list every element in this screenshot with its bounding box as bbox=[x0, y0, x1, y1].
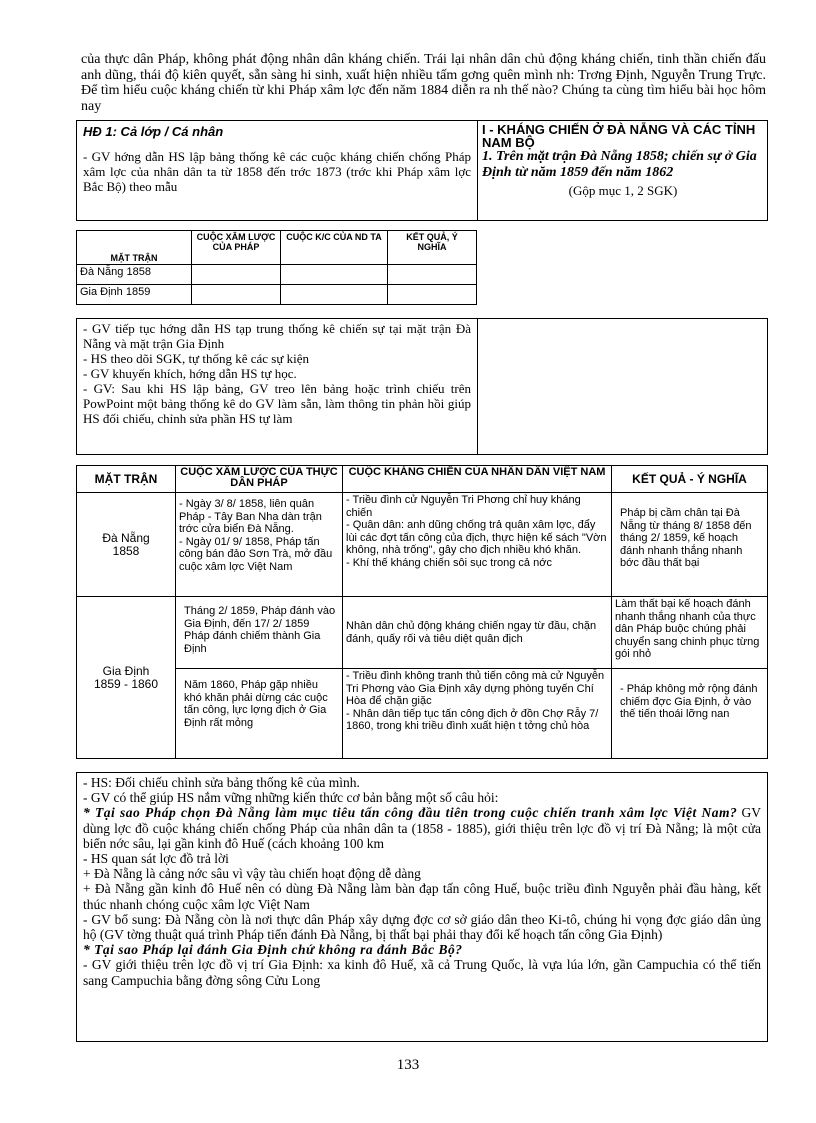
template-row-label: Gia Định 1859 bbox=[77, 285, 192, 305]
template-empty-cell bbox=[281, 265, 388, 285]
main-header: CUỘC XÂM LƯỢC CỦA THỰC DÂN PHÁP bbox=[176, 466, 343, 493]
main-table bbox=[76, 465, 768, 759]
template-header: MẶT TRẬN bbox=[77, 231, 192, 265]
template-empty-cell bbox=[281, 285, 388, 305]
main-header: KẾT QUẢ - Ý NGHĨA bbox=[612, 466, 768, 493]
intro-paragraph: của thực dân Pháp, không phát động nhân dân kháng chiến. Trái lại nhân dân chủ động kháng chiến, tinh thần chiến đấu anh dũng, thái độ kiên quyết, sẵn sàng hi sinh, xuất hiện nhiều tấm gơng quên mình nh: Trơng Định, Nguyễn Trung Trực. Để tìm hiểu cuộc kháng chiến từ khi Pháp xâm lợc đến năm 1884 diễn ra nh thế nào? Chúng ta cùng tìm hiểu bài học hôm nay bbox=[81, 52, 766, 114]
danang-result: Pháp bị cầm chân tại Đà Nẵng từ tháng 8/ 1858 đến tháng 2/ 1859, kế hoạch đánh nhanh thắng nhanh bớc đầu thất bại bbox=[612, 493, 768, 597]
danang-invasion: - Ngày 3/ 8/ 1858, liên quân Pháp - Tây Ban Nha dàn trận trớc cửa biển Đà Nẵng. - Ngày 01/ 9/ 1858, Pháp tấn công bán đảo Sơn Trà, mở đầu cuộc xâm lợc Việt Nam bbox=[176, 493, 343, 597]
section-heading: I - KHÁNG CHIẾN Ở ĐÀ NẴNG VÀ CÁC TỈNH NAM BỘ bbox=[482, 122, 756, 150]
activity-box bbox=[76, 120, 768, 221]
discussion-line: - GV bổ sung: Đà Nẵng còn là nơi thực dân Pháp xây dựng đợc cơ sở giáo dân theo Ki-tô, chúng hi vọng đợc giáo dân ủng hộ (GV tờng thuật quá trình Pháp tiến đánh Đà Nẵng, bị thất bại phải thay đổi kế hoạch tấn công Gia Định) bbox=[83, 911, 761, 943]
discussion-line: - HS: Đối chiếu chỉnh sửa bảng thống kê của mình. bbox=[83, 775, 360, 790]
front-giadinh: Gia Định 1859 - 1860 bbox=[77, 597, 176, 759]
template-empty-cell bbox=[192, 265, 281, 285]
template-empty-cell bbox=[388, 265, 477, 285]
discussion-line: + Đà Nẵng là cảng nớc sâu vì vậy tàu chiến hoạt động dễ dàng bbox=[83, 866, 421, 882]
template-table bbox=[76, 230, 477, 305]
discussion-question: * Tại sao Pháp lại đánh Gia Định chứ không ra đánh Bắc Bộ? bbox=[83, 942, 463, 958]
template-header: CUỘC XÂM LƯỢC CỦA PHÁP bbox=[192, 231, 281, 265]
section-note: (Gộp mục 1, 2 SGK) bbox=[568, 183, 678, 198]
main-header: CUỘC KHÁNG CHIẾN CỦA NHÂN DÂN VIỆT NAM bbox=[343, 466, 612, 493]
template-empty-cell bbox=[388, 285, 477, 305]
guide-line: - HS theo dõi SGK, tự thống kê các sự kiện bbox=[83, 351, 310, 366]
page-number: 133 bbox=[396, 1057, 420, 1073]
giadinh-invasion-1: Tháng 2/ 1859, Pháp đánh vào Gia Định, đến 17/ 2/ 1859 Pháp đánh chiếm thành Gia Định bbox=[176, 597, 343, 669]
guide-line: - GV khuyến khích, hớng dẫn HS tự học. bbox=[83, 366, 297, 381]
discussion-line: + Đà Nẵng gần kinh đô Huế nên có dùng Đà Nẵng làm bàn đạp tấn công Huế, buộc triều đình Nguyễn phải đầu hàng, kết thúc nhanh chóng cuộc xâm lợc Việt Nam bbox=[83, 881, 761, 912]
guide-box bbox=[76, 318, 768, 455]
guide-line: - GV tiếp tục hớng dẫn HS tạp trung thống kê chiến sự tại mặt trận Đà Nẵng và mặt trận Gia Định bbox=[83, 321, 471, 351]
discussion-box bbox=[76, 772, 768, 1042]
discussion-line: - HS quan sát lợc đồ trả lời bbox=[83, 851, 229, 867]
discussion-question bbox=[83, 805, 761, 851]
template-row-label: Đà Nẵng 1858 bbox=[77, 265, 192, 285]
discussion-line: - GV giới thiệu trên lợc đồ vị trí Gia Định: xa kinh đô Huế, xã cả Trung Quốc, là vựa lúa lớn, gần Campuchia có thể tiến sang Campuchia bằng đờng sông Cửu Long bbox=[83, 957, 761, 988]
giadinh-result-1: Làm thất bại kế hoạch đánh nhanh thắng nhanh của thực dân Pháp buộc chúng phải chuyển sang chinh phục từng gói nhỏ bbox=[612, 597, 768, 669]
giadinh-resistance-1: Nhân dân chủ động kháng chiến ngay từ đầu, chặn đánh, quấy rối và tiêu diệt quân địch bbox=[343, 597, 612, 669]
template-empty-cell bbox=[192, 285, 281, 305]
giadinh-result-2: - Pháp không mở rộng đánh chiếm đợc Gia Định, ở vào thế tiến thoái lỡng nan bbox=[612, 669, 768, 759]
activity-text: - GV hớng dẫn HS lập bảng thống kê các cuộc kháng chiến chống Pháp xâm lợc của nhân dân ta từ 1858 đến trớc 1873 (trớc khi Pháp xâm lợc Bắc Bộ) theo mẫu bbox=[83, 149, 471, 194]
question-text: * Tại sao Pháp chọn Đà Nẵng làm mục tiêu tấn công đầu tiên trong cuộc chiến tranh xâm lợc Việt Nam? bbox=[83, 805, 738, 821]
template-header: CUỘC K/C CỦA ND TA bbox=[281, 231, 388, 265]
main-header: MẶT TRẬN bbox=[77, 466, 176, 493]
front-danang: Đà Nẵng 1858 bbox=[77, 493, 176, 597]
discussion-line: - GV có thể giúp HS nắm vững những kiến thức cơ bản bằng một số câu hỏi: bbox=[83, 790, 499, 806]
question-answer: GV dùng lợc đồ cuộc kháng chiến chống Pháp của nhân dân ta (1858 - 1885), giới thiệu trên lợc đồ vị trí Đà Nẵng; là một cửa biển nớc sâu, lại gần kinh đô Huế (cách khoảng 100 km bbox=[83, 805, 761, 851]
template-header: KẾT QUẢ, Ý NGHĨA bbox=[388, 231, 477, 265]
giadinh-resistance-2: - Triều đình không tranh thủ tiến công mà cử Nguyễn Tri Phơng vào Gia Định xây dựng phòng tuyến Chí Hòa để chặn giặc - Nhân dân tiếp tục tấn công địch ở đồn Chợ Rẫy 7/ 1860, trong khi triều đình xuất hiện t tởng chủ hòa bbox=[343, 669, 612, 759]
guide-line: - GV: Sau khi HS lập bảng, GV treo lên bảng hoặc trình chiếu trên PowPoint một bảng thống kê do GV làm sẵn, làm thông tin phản hồi giúp HS đối chiếu, chỉnh sửa phần HS tự làm bbox=[83, 381, 471, 426]
activity-title: HĐ 1: Cả lớp / Cá nhân bbox=[83, 124, 224, 139]
danang-resistance: - Triều đình cử Nguyễn Tri Phơng chỉ huy kháng chiến - Quân dân: anh dũng chống trả quân xâm lợc, đẩy lùi các đợt tấn công của địch, thực hiện kế sách "Vờn không, nhà trống", gây cho địch nhiều khó khăn. - Khí thế kháng chiến sôi sục trong cả nớc bbox=[343, 493, 612, 597]
giadinh-invasion-2: Năm 1860, Pháp gặp nhiều khó khăn phải dừng các cuộc tấn công, lực lợng địch ở Gia Định rất mỏng bbox=[176, 669, 343, 759]
section-subheading: 1. Trên mặt trận Đà Nẵng 1858; chiến sự ở Gia Định từ năm 1859 đến năm 1862 bbox=[482, 149, 757, 180]
